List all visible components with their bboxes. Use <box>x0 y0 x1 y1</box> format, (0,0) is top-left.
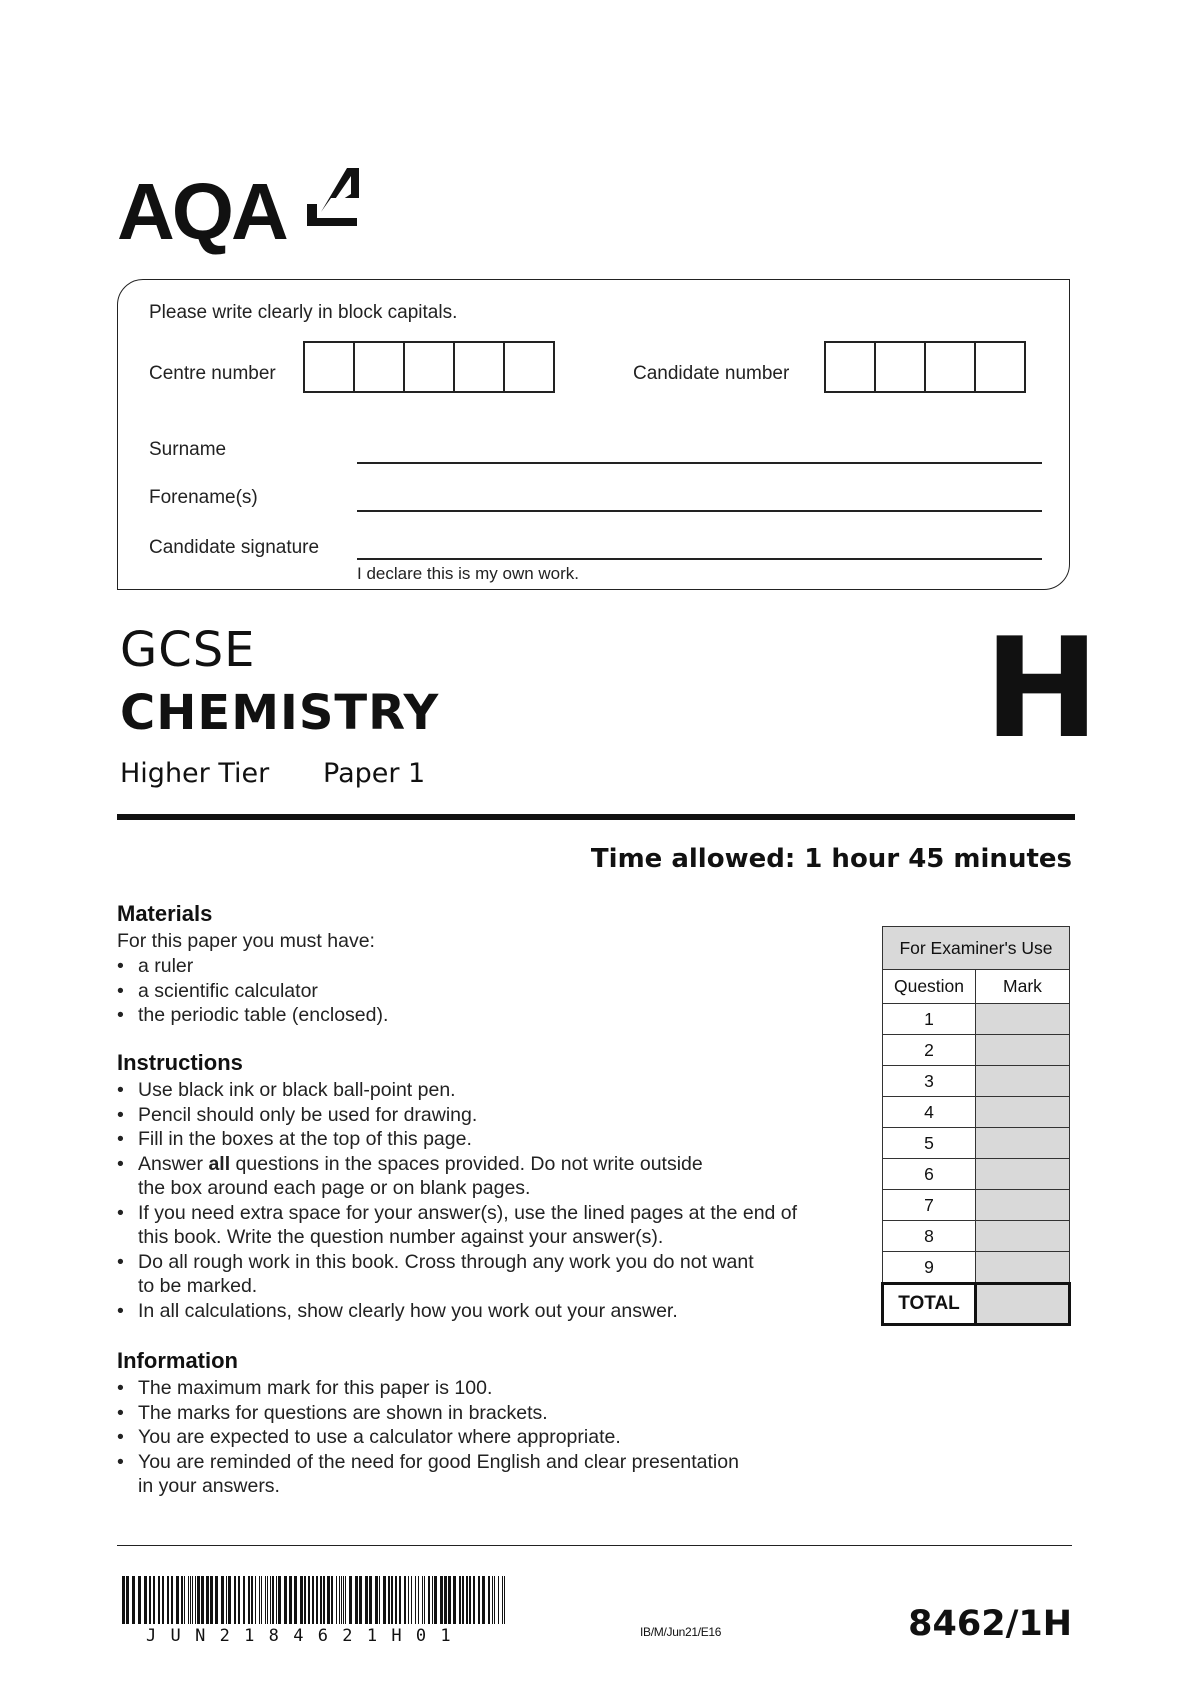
mark-cell[interactable] <box>976 1066 1070 1097</box>
list-item <box>117 1250 877 1299</box>
barcode-bar <box>259 1576 260 1624</box>
barcode-bar <box>138 1576 141 1624</box>
paper-label: Paper 1 <box>323 758 426 789</box>
list-item: • Fill in the boxes at the top of this page. <box>117 1127 877 1152</box>
aqa-logo-mark-icon <box>307 168 359 226</box>
barcode-bar <box>473 1576 475 1624</box>
barcode-bar <box>206 1576 209 1624</box>
list-item: • The maximum mark for this paper is 100. <box>117 1376 877 1401</box>
barcode-bar <box>167 1576 169 1624</box>
barcode-bar <box>267 1576 268 1624</box>
mark-cell[interactable] <box>976 1035 1070 1066</box>
centre-number-digit[interactable] <box>353 341 405 393</box>
barcode-bar <box>197 1576 200 1624</box>
question-number: 7 <box>883 1190 976 1221</box>
instruction-text: the box around each page or on blank pages. <box>138 1177 531 1199</box>
barcode-bar <box>399 1576 401 1624</box>
instruction-text: Do all rough work in this book. Cross through any work you do not want <box>138 1250 754 1273</box>
declaration-text: I declare this is my own work. <box>357 564 580 583</box>
qualification-level: GCSE <box>120 622 256 678</box>
barcode-bar <box>375 1576 378 1624</box>
barcode-bar <box>345 1576 346 1624</box>
barcode-bar <box>126 1576 129 1624</box>
instructions-list <box>117 1078 877 1323</box>
question-column-header: Question <box>883 970 976 1004</box>
barcode-bar <box>391 1576 393 1624</box>
barcode-bar <box>243 1576 245 1624</box>
list-item: • You are expected to use a calculator where appropriate. <box>117 1425 877 1450</box>
footer-divider <box>117 1545 1072 1546</box>
information-heading: Information <box>117 1348 238 1373</box>
question-number: 2 <box>883 1035 976 1066</box>
total-mark-cell[interactable] <box>976 1284 1070 1325</box>
barcode-bar <box>184 1576 185 1624</box>
mark-cell[interactable] <box>976 1221 1070 1252</box>
title-divider <box>117 814 1075 820</box>
question-number: 9 <box>883 1252 976 1284</box>
examiner-table-title: For Examiner's Use <box>883 927 1070 970</box>
barcode-bar <box>272 1576 274 1624</box>
barcode-bar <box>343 1576 344 1624</box>
barcode-bar <box>434 1576 437 1624</box>
list-item: • a ruler <box>117 954 388 979</box>
mark-cell[interactable] <box>976 1128 1070 1159</box>
signature-label: Candidate signature <box>149 537 320 558</box>
barcode-bar <box>469 1576 471 1624</box>
question-number: 3 <box>883 1066 976 1097</box>
candidate-number-boxes[interactable] <box>826 341 1026 393</box>
barcode-bar <box>270 1576 271 1624</box>
barcode-bar <box>502 1576 503 1624</box>
information-text: You are reminded of the need for good English and clear presentation <box>138 1450 739 1473</box>
paper-code: 8462/1H <box>908 1604 1072 1644</box>
tier-label: Higher Tier <box>120 758 270 789</box>
barcode-bar <box>251 1576 253 1624</box>
barcode-bar <box>440 1576 443 1624</box>
information-list <box>117 1376 877 1499</box>
barcode-bar <box>226 1576 227 1624</box>
barcode-bar <box>466 1576 468 1624</box>
barcode-bar <box>478 1576 480 1624</box>
signature-line[interactable] <box>357 558 1042 560</box>
centre-number-label: Centre number <box>149 363 276 384</box>
barcode-bar <box>383 1576 386 1624</box>
barcode-bar <box>327 1576 330 1624</box>
barcode-bar <box>498 1576 499 1624</box>
list-item: • the periodic table (enclosed). <box>117 1003 388 1028</box>
centre-number-digit[interactable] <box>303 341 355 393</box>
barcode-bar <box>248 1576 250 1624</box>
centre-number-digit[interactable] <box>403 341 455 393</box>
barcode-bar <box>323 1576 325 1624</box>
barcode-bar <box>201 1576 204 1624</box>
barcode-bar <box>158 1576 160 1624</box>
instruction-emphasis: all <box>208 1152 231 1175</box>
centre-number-boxes[interactable] <box>305 341 555 393</box>
reference-code: IB/M/Jun21/E16 <box>640 1625 722 1639</box>
mark-cell[interactable] <box>976 1004 1070 1035</box>
barcode-bar <box>504 1576 505 1624</box>
instruction-text: to be marked. <box>138 1275 258 1297</box>
question-number: 8 <box>883 1221 976 1252</box>
centre-number-digit[interactable] <box>503 341 555 393</box>
barcode-bar <box>428 1576 430 1624</box>
tier-letter: H <box>984 608 1100 769</box>
question-number: 4 <box>883 1097 976 1128</box>
centre-number-digit[interactable] <box>453 341 505 393</box>
mark-column-header: Mark <box>976 970 1070 1004</box>
barcode-bar <box>379 1576 380 1624</box>
barcode-bar <box>459 1576 461 1624</box>
barcode-bar <box>444 1576 447 1624</box>
question-number: 6 <box>883 1159 976 1190</box>
barcode-bar <box>190 1576 191 1624</box>
mark-cell[interactable] <box>976 1252 1070 1284</box>
barcode-bar <box>221 1576 224 1624</box>
barcode-bar <box>278 1576 281 1624</box>
candidate-number-digit[interactable] <box>874 341 926 393</box>
instruction-text: questions in the spaces provided. Do not write outside <box>230 1152 703 1175</box>
candidate-number-digit[interactable] <box>974 341 1026 393</box>
barcode-bar <box>210 1576 213 1624</box>
barcode-bar <box>149 1576 151 1624</box>
barcode-bar <box>331 1576 333 1624</box>
question-number: 1 <box>883 1004 976 1035</box>
barcode-bar <box>341 1576 342 1624</box>
information-text: in your answers. <box>138 1475 280 1497</box>
time-allowed: Time allowed: 1 hour 45 minutes <box>590 844 1072 874</box>
barcode-bar <box>388 1576 390 1624</box>
barcode-bar <box>316 1576 318 1624</box>
barcode-bar <box>265 1576 266 1624</box>
barcode-bar <box>422 1576 423 1624</box>
list-item: • a scientific calculator <box>117 979 388 1004</box>
list-item <box>117 1201 877 1250</box>
barcode-bar <box>415 1576 416 1624</box>
barcode-bar <box>234 1576 236 1624</box>
barcode-bar <box>339 1576 340 1624</box>
barcode-bar <box>181 1576 183 1624</box>
barcode-bar <box>300 1576 303 1624</box>
barcode-bar <box>408 1576 409 1624</box>
barcode-bar <box>336 1576 337 1624</box>
instruction-text: Answer <box>138 1152 209 1175</box>
barcode-bar <box>162 1576 164 1624</box>
materials-intro: For this paper you must have: <box>117 930 375 952</box>
barcode-text: JUN2184621H01 <box>146 1626 465 1646</box>
barcode-bar <box>312 1576 314 1624</box>
barcode-bar <box>144 1576 147 1624</box>
barcode-bar <box>404 1576 406 1624</box>
barcode-bar <box>195 1576 196 1624</box>
barcode-bar <box>492 1576 493 1624</box>
barcode-bar <box>276 1576 277 1624</box>
barcode-bar <box>482 1576 485 1624</box>
aqa-logo: AQA <box>117 167 286 256</box>
instructions-heading: Instructions <box>117 1050 243 1075</box>
barcode-bar <box>411 1576 412 1624</box>
barcode-bar <box>289 1576 292 1624</box>
instruction-text: If you need extra space for your answer(s), use the lined pages at the end of <box>138 1201 798 1224</box>
list-item: • In all calculations, show clearly how you work out your answer. <box>117 1299 877 1324</box>
barcode-bar <box>448 1576 451 1624</box>
list-item <box>117 1450 877 1499</box>
barcode-bar <box>188 1576 189 1624</box>
materials-heading: Materials <box>117 901 213 926</box>
barcode-bar <box>424 1576 425 1624</box>
mark-cell[interactable] <box>976 1159 1070 1190</box>
surname-label: Surname <box>149 439 227 460</box>
barcode-bar <box>153 1576 155 1624</box>
surname-line[interactable] <box>357 462 1042 464</box>
barcode-bar <box>349 1576 352 1624</box>
forename-label: Forename(s) <box>149 487 258 508</box>
barcode-bar <box>369 1576 372 1624</box>
barcode-bar <box>359 1576 362 1624</box>
candidate-number-label: Candidate number <box>633 363 790 384</box>
candidate-number-digit[interactable] <box>824 341 876 393</box>
barcode-bar <box>365 1576 368 1624</box>
barcode-bar <box>215 1576 218 1624</box>
barcode-bar <box>284 1576 287 1624</box>
barcode-bar <box>488 1576 490 1624</box>
subject-title: CHEMISTRY <box>120 685 440 741</box>
list-item <box>117 1152 877 1201</box>
barcode-bar <box>320 1576 322 1624</box>
barcode-bar <box>238 1576 240 1624</box>
barcode-bar <box>192 1576 193 1624</box>
mark-cell[interactable] <box>976 1190 1070 1221</box>
barcode-bar <box>261 1576 262 1624</box>
list-item: • The marks for questions are shown in brackets. <box>117 1401 877 1426</box>
barcode-bar <box>355 1576 358 1624</box>
barcode-bar <box>132 1576 135 1624</box>
instruction-text: this book. Write the question number against your answer(s). <box>138 1226 664 1248</box>
barcode-bar <box>462 1576 464 1624</box>
barcode-bar <box>308 1576 310 1624</box>
barcode-bar <box>418 1576 419 1624</box>
block-capitals-instruction: Please write clearly in block capitals. <box>149 302 458 323</box>
barcode-bar <box>304 1576 306 1624</box>
total-label: TOTAL <box>883 1284 976 1325</box>
list-item: • Use black ink or black ball-point pen. <box>117 1078 877 1103</box>
barcode-bar <box>171 1576 173 1624</box>
mark-cell[interactable] <box>976 1097 1070 1128</box>
barcode-bar <box>176 1576 179 1624</box>
barcode-bar <box>432 1576 433 1624</box>
barcode <box>122 1576 508 1624</box>
forename-line[interactable] <box>357 510 1042 512</box>
barcode-bar <box>122 1576 125 1624</box>
candidate-number-digit[interactable] <box>924 341 976 393</box>
question-number: 5 <box>883 1128 976 1159</box>
list-item: • Pencil should only be used for drawing. <box>117 1103 877 1128</box>
materials-list <box>117 954 388 1028</box>
examiner-use-table <box>881 926 1071 1326</box>
barcode-bar <box>228 1576 231 1624</box>
barcode-bar <box>395 1576 397 1624</box>
barcode-bar <box>255 1576 256 1624</box>
barcode-bar <box>453 1576 456 1624</box>
barcode-bar <box>294 1576 297 1624</box>
barcode-bar <box>494 1576 495 1624</box>
